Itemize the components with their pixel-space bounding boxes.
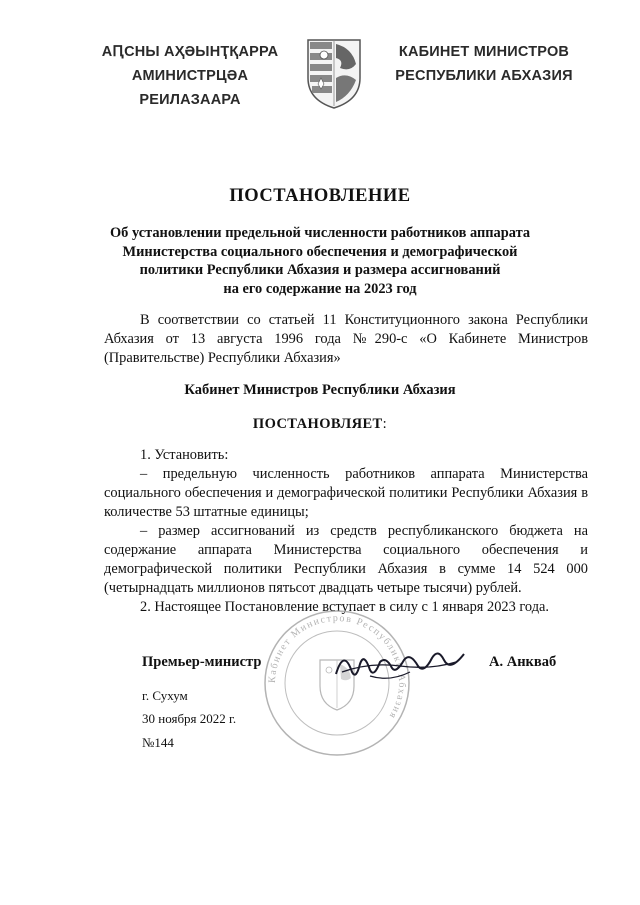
coat-of-arms-emblem	[306, 38, 362, 110]
header-right-line1: КАБИНЕТ МИНИСТРОВ	[398, 44, 570, 60]
resolves-word: ПОСТАНОВЛЯЕТ	[252, 416, 383, 432]
document-title: ПОСТАНОВЛЕНИЕ	[229, 186, 411, 206]
handwritten-signature	[330, 642, 470, 690]
issuer: Кабинет Министров Республики Абхазия	[184, 382, 456, 398]
subtitle-line-3: политики Республики Абхазия и размера ассигнований	[139, 262, 501, 278]
item-1: 1. Установить:	[140, 447, 229, 463]
header-right	[384, 40, 584, 88]
item-2: 2. Настоящее Постановление вступает в силу с 1 января 2023 года.	[140, 599, 550, 615]
document-number: №144	[142, 735, 174, 750]
subtitle-line-1: Об установлении предельной численности работников аппарата	[109, 225, 531, 241]
header-right-line2: РЕСПУБЛИКИ АБХАЗИЯ	[395, 68, 573, 84]
resolves-heading	[0, 416, 640, 433]
signatory-name: А. Анкваб	[489, 654, 557, 670]
signatory-position: Премьер-министр	[142, 654, 262, 670]
header-left	[84, 40, 296, 112]
header-left-line2: АМИНИСТРЦӘА РЕИЛАЗААРА	[131, 68, 249, 108]
document-city: г. Сухум	[142, 688, 188, 703]
stamp-text: Кабинет Министров Республики Абхазия	[266, 612, 408, 722]
item-1a: – предельную численность работников аппарата Министерства социального обеспечения и демографической политики Республики Абхазия в количестве 53 штатные единицы;	[104, 466, 588, 520]
resolves-colon: :	[382, 416, 388, 432]
subtitle-line-4: на его содержание на 2023 год	[223, 280, 417, 297]
document-subtitle	[100, 224, 540, 298]
subtitle-line-2: Министерства социального обеспечения и демографической	[122, 243, 518, 260]
header-left-line1: АԤСНЫ АҲӘЫНҬҚАРРА	[101, 44, 279, 60]
preamble: В соответствии со статьей 11 Конституционного закона Республики Абхазия от 13 августа 1996 года №290-с «О Кабинете Министров (Правительстве) Республики Абхазия»	[104, 312, 588, 366]
item-1b: – размер ассигнований из средств республиканского бюджета на содержание аппарата Министерства социального обеспечения и демографической политики Республики Абхазия в сумме 14 524 000 (четырнадцать миллионов пятьсот двадцать четыре тысячи) рублей.	[104, 523, 588, 596]
document-date: 30 ноября 2022 г.	[142, 711, 237, 726]
